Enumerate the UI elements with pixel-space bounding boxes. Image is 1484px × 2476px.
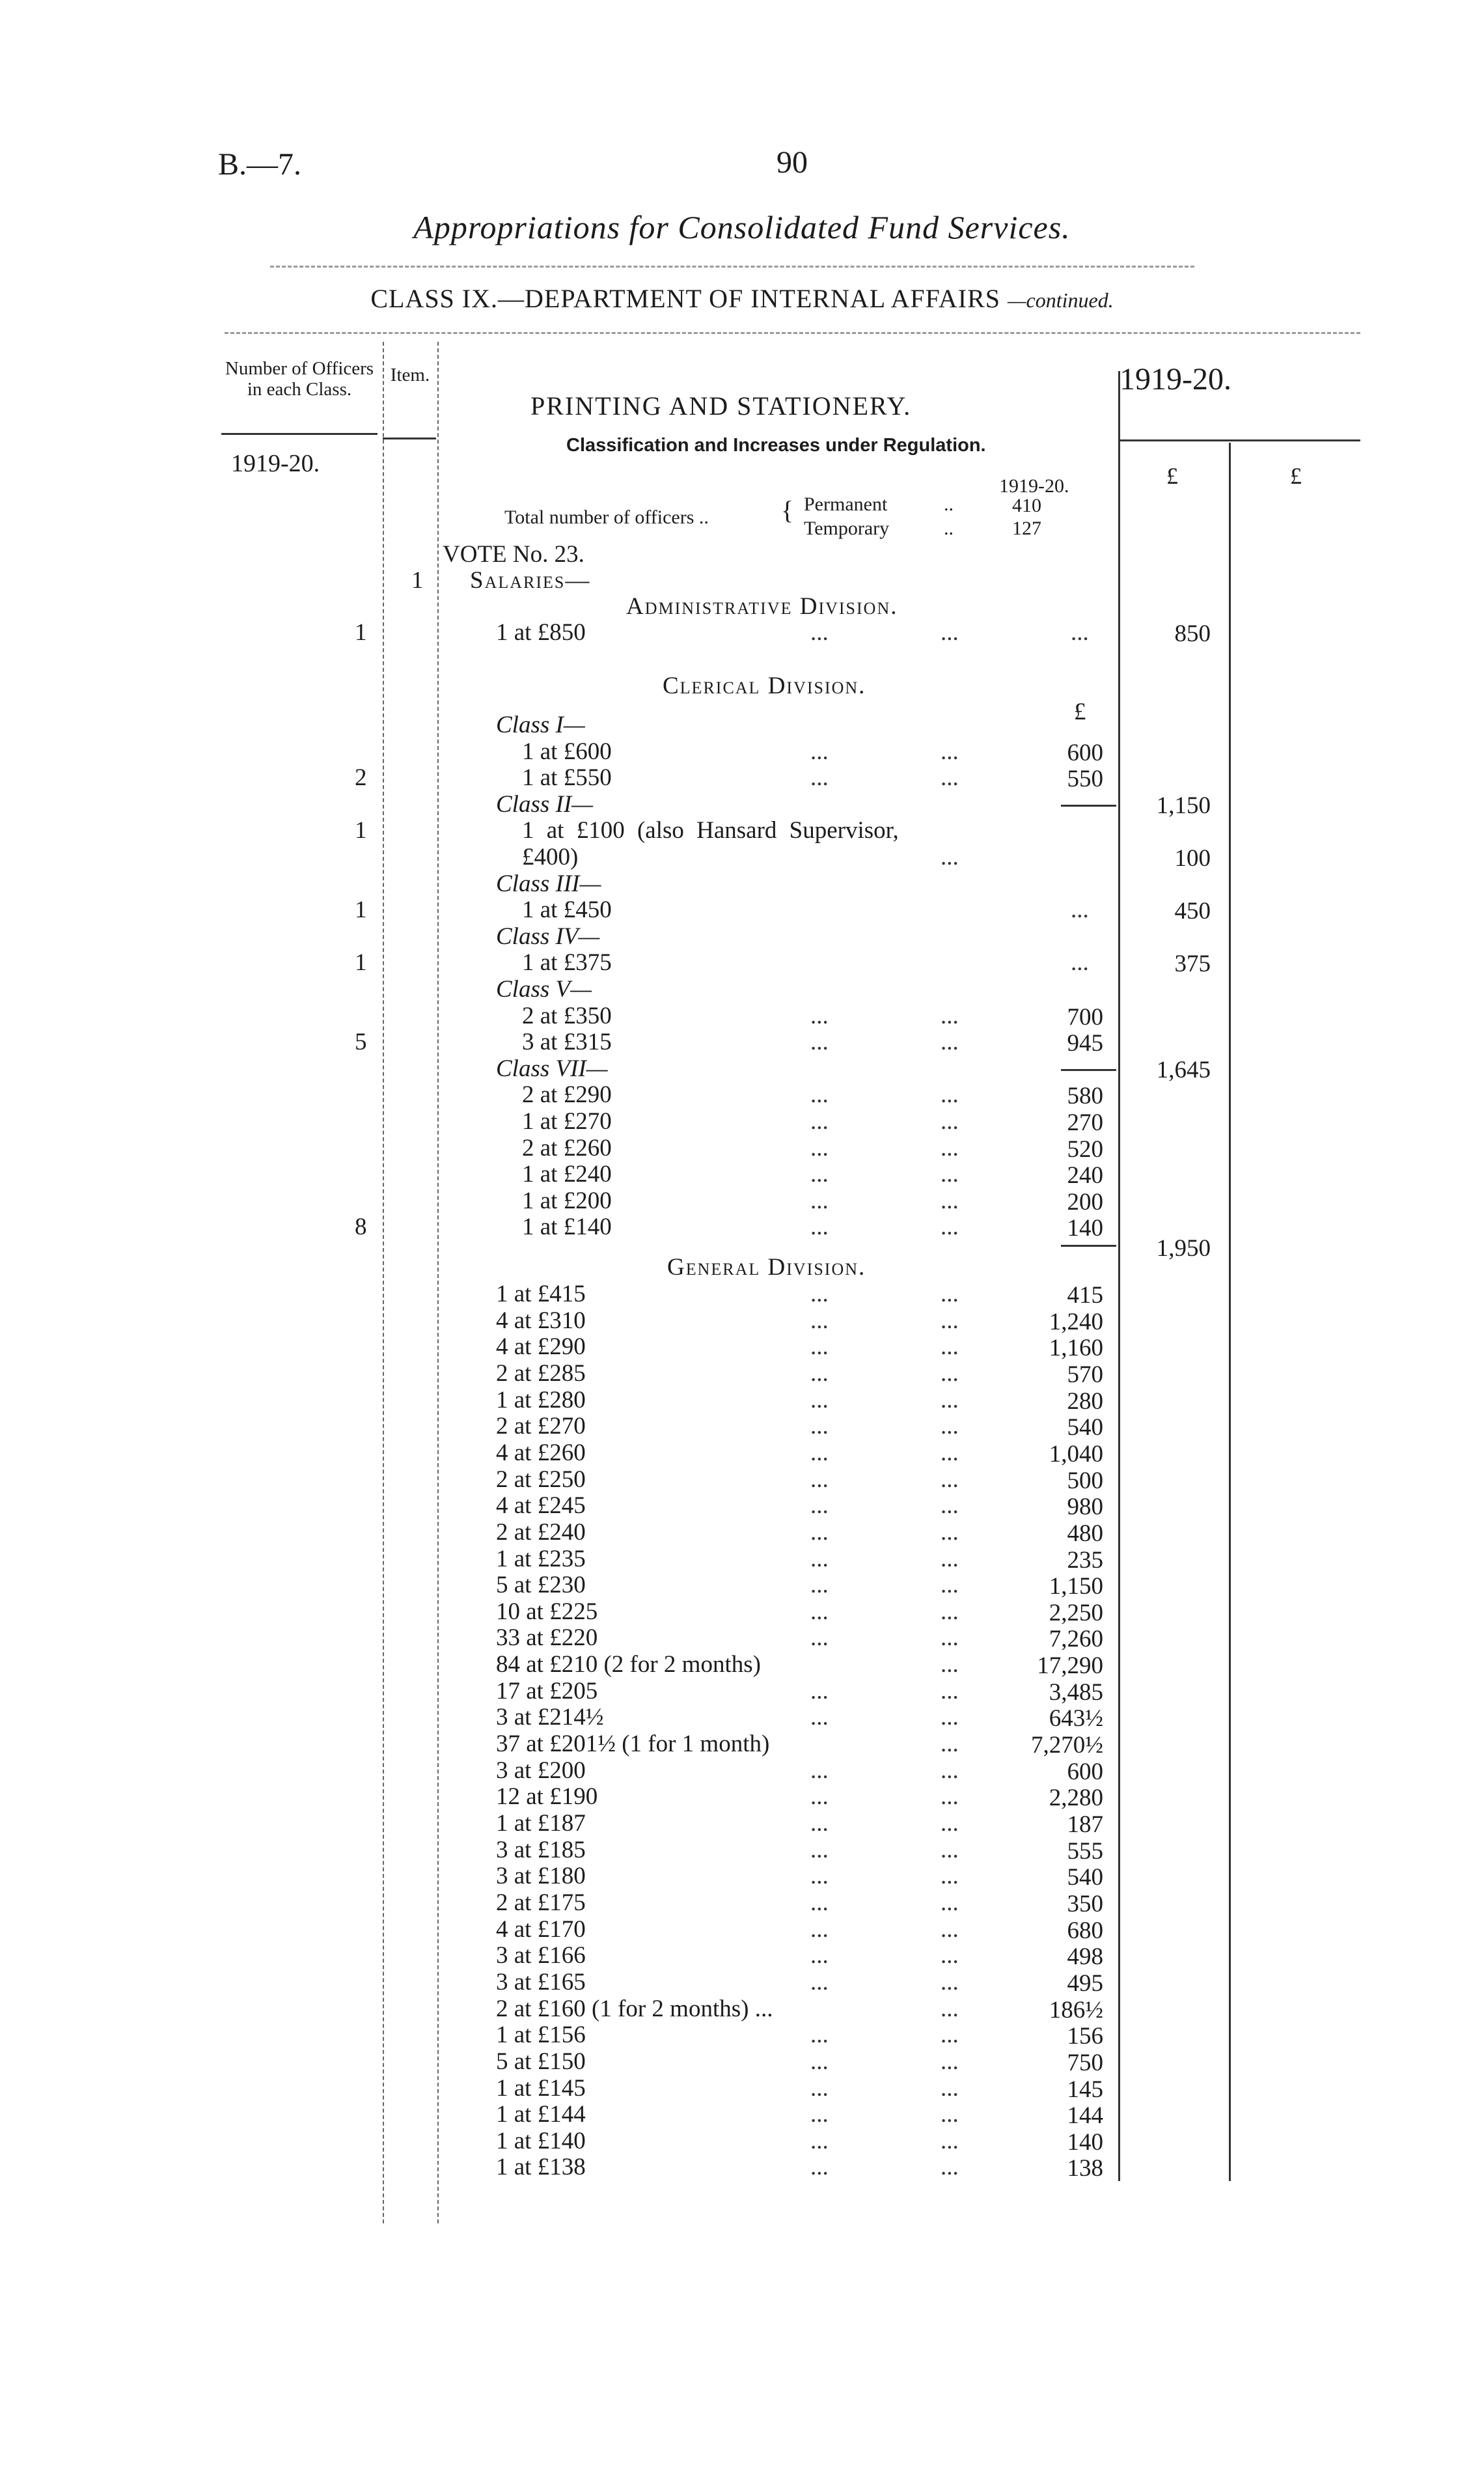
class-2-dots: ... (941, 844, 959, 870)
general-row-rate: 4 at £290 (496, 1333, 586, 1361)
class-5-row-dots-1: ... (810, 1029, 829, 1056)
general-row-dots-2: ... (941, 1783, 959, 1811)
class-3-dots: ... (1071, 897, 1089, 924)
class-7-row-amount: 200 (1067, 1188, 1103, 1216)
item-number: 1 (411, 567, 424, 594)
class-5-officers: 5 (355, 1029, 367, 1056)
class-4-officers: 1 (355, 949, 367, 977)
class-heading-text: CLASS IX.—DEPARTMENT OF INTERNAL AFFAIRS (370, 284, 1001, 313)
temporary-dots: .. (944, 518, 954, 539)
general-row-dots-2: ... (941, 2074, 959, 2102)
class-1-row-dots-1: ... (810, 738, 829, 765)
class-7-row-dots-2: ... (941, 1214, 959, 1241)
general-row-amount: 480 (1067, 1520, 1103, 1547)
total-column-divider (1229, 443, 1231, 2181)
class-7-row-dots-1: ... (810, 1187, 829, 1214)
general-row-dots-1: ... (810, 1757, 829, 1784)
general-row-dots-2: ... (941, 1545, 959, 1572)
general-row-dots-2: ... (941, 1731, 959, 1758)
class-5-row-rate: 2 at £350 (522, 1002, 612, 1029)
general-row-rate: 3 at £165 (496, 1968, 586, 1996)
general-row-dots-1: ... (810, 2101, 829, 2128)
general-row-dots-2: ... (941, 1757, 959, 1784)
general-row-rate: 12 at £190 (496, 1783, 598, 1811)
general-row-dots-1: ... (810, 1386, 829, 1413)
general-row-rate: 1 at £145 (496, 2074, 586, 2102)
class-7-row-dots-1: ... (810, 1161, 829, 1188)
class-5-row-dots-2: ... (941, 1002, 959, 1029)
general-row-rate: 2 at £240 (496, 1518, 586, 1546)
class-7-total: 1,950 (1156, 1235, 1211, 1262)
general-row-rate: 3 at £180 (496, 1863, 586, 1890)
general-row-dots-1: ... (810, 1863, 829, 1890)
admin-rate: 1 at £850 (496, 619, 586, 646)
class-2-heading: Class II— (496, 790, 594, 818)
class-rule (225, 332, 1360, 334)
general-row-rate: 2 at £250 (496, 1466, 586, 1493)
general-row-amount: 980 (1067, 1494, 1103, 1521)
general-row-amount: 235 (1067, 1546, 1103, 1574)
general-row-rate: 5 at £150 (496, 2048, 586, 2075)
class-5-total: 1,645 (1156, 1056, 1211, 1083)
class-4-total: 375 (1174, 951, 1211, 978)
general-row-dots-2: ... (941, 1598, 959, 1625)
class-1-row-amount: 550 (1067, 766, 1103, 793)
class-4-dots: ... (1071, 949, 1089, 977)
temporary-label: Temporary (804, 518, 890, 539)
clerical-division-heading: Clerical Division. (663, 673, 866, 699)
admin-officers: 1 (355, 619, 367, 646)
class-5-row-dots-2: ... (941, 1029, 959, 1056)
class-5-row-dots-1: ... (810, 1002, 829, 1029)
class-5-heading: Class V— (496, 976, 592, 1003)
general-row-amount: 540 (1067, 1864, 1103, 1891)
administrative-division-heading: Administrative Division. (626, 593, 898, 620)
general-row-rate: 4 at £170 (496, 1915, 586, 1943)
general-row-rate: 1 at £235 (496, 1545, 586, 1572)
general-row-rate: 4 at £260 (496, 1439, 586, 1466)
general-row-amount: 2,250 (1049, 1599, 1103, 1626)
general-row-rate: 1 at £187 (496, 1810, 586, 1837)
salaries-heading: Salaries— (470, 567, 591, 594)
general-row-dots-1: ... (810, 1492, 829, 1520)
general-row-rate: 3 at £200 (496, 1757, 586, 1784)
class-7-row-dots-1: ... (810, 1214, 829, 1241)
general-row-rate: 1 at £140 (496, 2127, 586, 2154)
class-heading-suffix: —continued. (1008, 288, 1114, 312)
general-row-amount: 187 (1067, 1811, 1103, 1838)
general-row-amount: 750 (1067, 2049, 1103, 2076)
general-row-dots-2: ... (941, 1968, 959, 1996)
general-row-amount: 7,260 (1049, 1626, 1103, 1653)
general-row-dots-1: ... (810, 2022, 829, 2049)
general-row-dots-2: ... (941, 1333, 959, 1361)
general-row-dots-1: ... (810, 1359, 829, 1387)
general-row-amount: 570 (1067, 1361, 1103, 1388)
officers-year-header: 1919-20. (231, 450, 320, 477)
general-row-dots-1: ... (810, 1810, 829, 1837)
general-row-dots-2: ... (941, 1942, 959, 1969)
general-row-rate: 2 at £160 (1 for 2 months) ... (496, 1995, 773, 2022)
general-row-amount: 540 (1067, 1414, 1103, 1441)
general-row-dots-2: ... (941, 1359, 959, 1387)
general-row-dots-2: ... (941, 1677, 959, 1704)
general-row-dots-1: ... (810, 1942, 829, 1969)
section-title: PRINTING AND STATIONERY. (530, 391, 912, 421)
general-row-amount: 415 (1067, 1282, 1103, 1309)
class-7-officers: 8 (355, 1214, 367, 1241)
class-7-row-rate: 2 at £260 (522, 1134, 612, 1161)
general-row-dots-1: ... (810, 1915, 829, 1943)
pound-column-2-header: £ (1290, 463, 1302, 489)
class-1-subtotal-rule (1061, 805, 1116, 807)
class-4-heading: Class IV— (496, 923, 600, 950)
general-row-dots-1: ... (810, 1968, 829, 1996)
general-row-amount: 350 (1067, 1890, 1103, 1917)
general-row-dots-2: ... (941, 1466, 959, 1493)
class-5-row-amount: 945 (1067, 1030, 1103, 1057)
class-4-rate: 1 at £375 (522, 949, 612, 977)
class-2-officers: 1 (355, 817, 367, 844)
clerical-pound-sign: £ (1074, 699, 1086, 725)
class-1-row-rate: 1 at £600 (522, 738, 612, 765)
general-row-rate: 4 at £310 (496, 1307, 586, 1334)
general-row-rate: 10 at £225 (496, 1598, 598, 1625)
general-row-dots-2: ... (941, 1704, 959, 1731)
class-7-row-dots-2: ... (941, 1134, 959, 1161)
classification-subheading: Classification and Increases under Regulation. (566, 435, 986, 456)
general-row-dots-2: ... (941, 2022, 959, 2049)
admin-dots-1: ... (810, 619, 829, 646)
class-7-row-amount: 140 (1067, 1215, 1103, 1242)
general-row-dots-2: ... (941, 1518, 959, 1546)
class-7-row-amount: 520 (1067, 1135, 1103, 1163)
general-row-dots-2: ... (941, 1492, 959, 1520)
admin-total: 850 (1174, 620, 1211, 647)
general-row-dots-1: ... (810, 1518, 829, 1546)
permanent-label: Permanent (804, 494, 888, 515)
general-row-dots-2: ... (941, 2101, 959, 2128)
class-7-row-rate: 2 at £290 (522, 1081, 612, 1109)
general-row-dots-1: ... (810, 1783, 829, 1811)
class-2-rate-line-2: £400) (522, 844, 579, 870)
class-7-row-rate: 1 at £200 (522, 1187, 612, 1214)
general-row-dots-1: ... (810, 1598, 829, 1625)
general-row-amount: 1,040 (1049, 1440, 1103, 1468)
general-row-rate: 3 at £214½ (496, 1704, 604, 1731)
general-row-amount: 495 (1067, 1969, 1103, 1997)
totals-label: Total number of officers .. (504, 507, 709, 528)
general-row-dots-1: ... (810, 1545, 829, 1572)
general-row-dots-1: ... (810, 1836, 829, 1863)
class-5-row-amount: 700 (1067, 1003, 1103, 1031)
general-row-amount: 280 (1067, 1387, 1103, 1415)
class-2-total: 100 (1174, 845, 1211, 872)
class-5-subtotal-rule (1061, 1069, 1116, 1071)
class-7-row-rate: 1 at £140 (522, 1214, 612, 1241)
general-row-dots-1: ... (810, 2154, 829, 2181)
general-row-dots-2: ... (941, 1863, 959, 1890)
general-row-amount: 7,270½ (1031, 1732, 1103, 1759)
general-row-amount: 1,240 (1049, 1308, 1103, 1335)
general-row-dots-1: ... (810, 2048, 829, 2075)
class-7-row-dots-2: ... (941, 1108, 959, 1135)
general-row-dots-1: ... (810, 1307, 829, 1334)
general-row-dots-2: ... (941, 1624, 959, 1652)
general-row-dots-2: ... (941, 1889, 959, 1916)
general-row-rate: 1 at £138 (496, 2154, 586, 2181)
general-row-rate: 1 at £156 (496, 2022, 586, 2049)
general-row-rate: 33 at £220 (496, 1624, 598, 1652)
general-row-dots-1: ... (810, 1281, 829, 1307)
class-7-row-dots-2: ... (941, 1187, 959, 1214)
general-row-dots-1: ... (810, 1889, 829, 1916)
general-row-dots-2: ... (941, 1281, 959, 1307)
class-2-rate-line-1: 1 at £100 (also Hansard Supervisor, (522, 817, 899, 844)
class-5-row-rate: 3 at £315 (522, 1029, 612, 1056)
general-row-dots-1: ... (810, 1624, 829, 1652)
general-row-amount: 643½ (1049, 1705, 1103, 1732)
permanent-count: 410 (1012, 495, 1041, 516)
general-row-dots-1: ... (810, 2074, 829, 2102)
general-row-rate: 1 at £415 (496, 1281, 586, 1307)
class-3-officers: 1 (355, 897, 367, 924)
permanent-dots: .. (944, 494, 954, 515)
admin-dots-2: ... (941, 619, 959, 646)
class-1-total: 1,150 (1156, 792, 1211, 819)
general-row-amount: 500 (1067, 1467, 1103, 1494)
class-7-row-dots-1: ... (810, 1108, 829, 1135)
general-row-amount: 138 (1067, 2155, 1103, 2182)
general-row-rate: 2 at £270 (496, 1413, 586, 1440)
general-row-dots-2: ... (941, 1572, 959, 1599)
class-1-officers: 2 (355, 764, 367, 792)
general-row-amount: 1,160 (1049, 1335, 1103, 1362)
general-row-dots-1: ... (810, 1677, 829, 1704)
general-row-dots-2: ... (941, 1307, 959, 1334)
class-7-row-amount: 270 (1067, 1109, 1103, 1136)
general-row-amount: 186½ (1049, 1996, 1103, 2024)
general-row-rate: 37 at £201½ (1 for 1 month) (496, 1731, 770, 1758)
general-row-dots-2: ... (941, 1386, 959, 1413)
general-row-amount: 3,485 (1049, 1678, 1103, 1706)
class-1-row-dots-2: ... (941, 764, 959, 792)
class-heading (0, 283, 1484, 314)
general-row-rate: 2 at £175 (496, 1889, 586, 1916)
general-row-dots-1: ... (810, 1572, 829, 1599)
general-row-rate: 3 at £166 (496, 1942, 586, 1969)
general-row-dots-1: ... (810, 1333, 829, 1361)
class-1-row-amount: 600 (1067, 739, 1103, 766)
general-row-dots-2: ... (941, 1995, 959, 2022)
class-3-heading: Class III— (496, 870, 601, 897)
general-row-amount: 2,280 (1049, 1785, 1103, 1812)
general-row-rate: 5 at £230 (496, 1572, 586, 1599)
general-row-amount: 1,150 (1049, 1573, 1103, 1600)
class-1-row-rate: 1 at £550 (522, 764, 612, 792)
general-row-rate: 1 at £144 (496, 2101, 586, 2128)
class-7-row-rate: 1 at £270 (522, 1108, 612, 1135)
class-7-heading: Class VII— (496, 1055, 608, 1082)
officers-column-divider (383, 342, 384, 2223)
general-row-amount: 600 (1067, 1758, 1103, 1785)
class-7-row-dots-2: ... (941, 1161, 959, 1188)
class-7-row-amount: 580 (1067, 1083, 1103, 1110)
vote-heading: VOTE No. 23. (443, 541, 584, 568)
class-3-total: 450 (1174, 898, 1211, 925)
general-row-dots-2: ... (941, 2048, 959, 2075)
general-row-dots-2: ... (941, 1439, 959, 1466)
general-row-dots-2: ... (941, 1651, 959, 1678)
class-3-rate: 1 at £450 (522, 897, 612, 924)
general-row-dots-1: ... (810, 1439, 829, 1466)
general-row-amount: 144 (1067, 2102, 1103, 2130)
general-row-dots-2: ... (941, 2127, 959, 2154)
general-row-rate: 84 at £210 (2 for 2 months) (496, 1651, 761, 1678)
class-7-row-dots-1: ... (810, 1134, 829, 1161)
totals-year: 1919-20. (999, 475, 1069, 497)
class-7-row-amount: 240 (1067, 1162, 1103, 1189)
general-row-rate: 1 at £280 (496, 1386, 586, 1413)
general-row-dots-2: ... (941, 2154, 959, 2181)
general-row-amount: 680 (1067, 1917, 1103, 1944)
general-row-dots-2: ... (941, 1836, 959, 1863)
general-row-amount: 555 (1067, 1837, 1103, 1865)
general-row-amount: 140 (1067, 2128, 1103, 2156)
item-column-divider (437, 342, 439, 2223)
general-division-heading: General Division. (667, 1254, 866, 1281)
totals-brace: { (781, 495, 794, 525)
class-1-row-dots-2: ... (941, 738, 959, 765)
officers-column-header: Number of Officers in each Class. (225, 358, 374, 400)
class-7-row-dots-1: ... (810, 1081, 829, 1109)
general-row-rate: 2 at £285 (496, 1359, 586, 1387)
class-1-heading: Class I— (496, 712, 585, 738)
class-7-subtotal-rule (1061, 1245, 1116, 1247)
general-row-amount: 498 (1067, 1943, 1103, 1971)
general-row-dots-1: ... (810, 1466, 829, 1493)
general-row-amount: 17,290 (1037, 1652, 1103, 1680)
title-rule (270, 266, 1194, 268)
admin-dots-3: ... (1071, 619, 1089, 646)
estimate-year-header: 1919-20. (1120, 362, 1231, 396)
general-row-dots-2: ... (941, 1810, 959, 1837)
report-reference: B.—7. (218, 147, 302, 182)
page-number: 90 (776, 145, 808, 180)
amount-column-divider (1118, 371, 1120, 2181)
general-row-dots-1: ... (810, 1704, 829, 1731)
general-row-rate: 4 at £245 (496, 1492, 586, 1520)
item-header-rule (383, 438, 436, 439)
item-column-header: Item. (390, 365, 430, 385)
class-7-row-rate: 1 at £240 (522, 1161, 612, 1188)
page-title: Appropriations for Consolidated Fund Services. (413, 209, 1071, 245)
general-row-dots-1: ... (810, 1413, 829, 1440)
general-row-rate: 3 at £185 (496, 1836, 586, 1863)
general-row-dots-1: ... (810, 2127, 829, 2154)
general-row-rate: 17 at £205 (496, 1677, 598, 1704)
general-row-dots-2: ... (941, 1413, 959, 1440)
class-7-row-dots-2: ... (941, 1081, 959, 1109)
class-1-row-dots-1: ... (810, 764, 829, 792)
general-row-dots-2: ... (941, 1915, 959, 1943)
pound-column-1-header: £ (1166, 463, 1178, 489)
temporary-count: 127 (1012, 518, 1041, 539)
general-row-amount: 156 (1067, 2023, 1103, 2050)
officers-header-rule (221, 433, 378, 435)
year-header-rule (1118, 439, 1360, 441)
general-row-amount: 145 (1067, 2076, 1103, 2103)
